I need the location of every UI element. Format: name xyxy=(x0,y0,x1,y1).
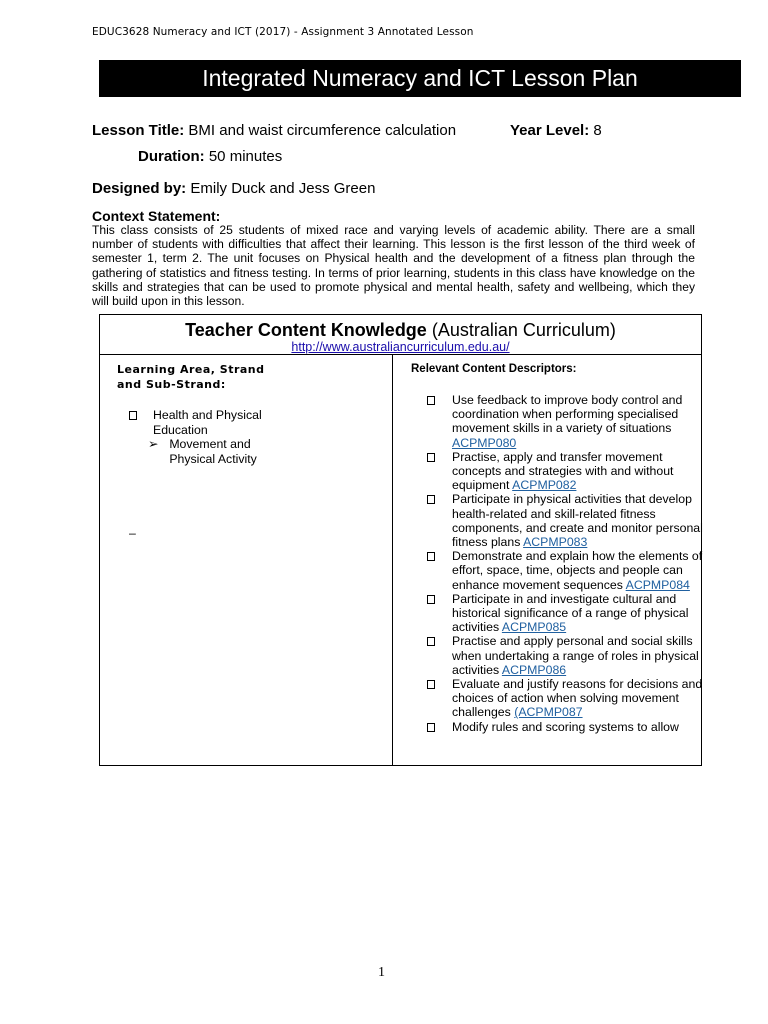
descriptor-text: Practise and apply personal and social skills when undertaking a range of roles in physical activities xyxy=(452,634,699,677)
descriptor-text: Evaluate and justify reasons for decisions and choices of action when solving movement challenges xyxy=(452,677,703,720)
lesson-title-label: Lesson Title: xyxy=(92,122,185,139)
sub-strand-line2: Physical Activity xyxy=(169,452,257,466)
context-statement-text: This class consists of 25 students of mixed race and varying levels of academic ability. There are a small number of students with difficulties that affect their learning. This lesson is the first lesson of the third week of semester 1, term 2. The unit focuses on Physical health and the development of a fitness plan through the gathering of statistics and fitness testing. In terms of prior learning, students in this class have knowledge on the skills and strategies that can be used to promote physical and mental health, safety and wellbeing, which they will build upon in this lesson. xyxy=(92,223,695,309)
learning-area-item xyxy=(129,408,262,438)
list-item xyxy=(427,450,705,493)
descriptor-code-link[interactable]: (ACPMP087 xyxy=(514,705,583,720)
checkbox-bullet-icon xyxy=(427,396,435,405)
content-descriptors-heading: Relevant Content Descriptors: xyxy=(411,363,577,375)
checkbox-bullet-icon xyxy=(427,453,435,462)
year-level-label: Year Level: xyxy=(510,122,590,139)
descriptor-text: Participate in physical activities that develop health-related and skill-related fitness components, and create and monitor personal fitness plans xyxy=(452,492,703,550)
learning-area-item-line2: Education xyxy=(153,423,208,437)
descriptor-text: Use feedback to improve body control and coordination when performing specialised movement skills in a variety of situations xyxy=(452,393,683,436)
descriptor-code-link[interactable]: ACPMP084 xyxy=(625,577,690,592)
sub-strand-item xyxy=(148,437,257,467)
designed-by-label: Designed by: xyxy=(92,180,187,197)
year-level-row xyxy=(510,122,602,139)
descriptor-code-link[interactable]: ACPMP083 xyxy=(523,535,588,550)
list-item xyxy=(427,720,705,734)
table-title-rest: (Australian Curriculum) xyxy=(426,320,616,340)
list-item xyxy=(427,677,705,720)
descriptor-text: Participate in and investigate cultural and historical significance of a range of physical activities xyxy=(452,591,689,635)
table-title-bold: Teacher Content Knowledge xyxy=(185,320,427,340)
list-item xyxy=(427,634,705,677)
table-header xyxy=(100,315,701,355)
learning-area-heading-line1: Learning Area, Strand xyxy=(117,363,265,376)
content-descriptors-list xyxy=(427,393,705,734)
dash-mark: – xyxy=(129,526,136,540)
table-title xyxy=(100,320,701,341)
list-item xyxy=(427,492,705,549)
list-item xyxy=(427,549,705,592)
descriptor-code-link[interactable]: ACPMP086 xyxy=(501,662,567,677)
context-statement-label: Context Statement: xyxy=(92,208,221,224)
designed-by-row xyxy=(92,180,375,197)
checkbox-bullet-icon xyxy=(427,680,435,689)
descriptor-code-link[interactable]: ACPMP082 xyxy=(512,478,577,493)
descriptor-code-link[interactable]: ACPMP085 xyxy=(501,620,567,635)
checkbox-bullet-icon xyxy=(427,637,435,646)
learning-area-column xyxy=(117,362,387,540)
lesson-title-value: BMI and waist circumference calculation xyxy=(188,122,457,139)
column-divider xyxy=(392,355,393,765)
page-number: 1 xyxy=(378,965,385,980)
learning-area-heading-line2: and Sub-Strand: xyxy=(117,378,226,391)
curriculum-link[interactable]: http://www.australiancurriculum.edu.au/ xyxy=(291,340,510,354)
list-item xyxy=(427,393,705,450)
learning-area-item-line1: Health and Physical xyxy=(153,408,262,422)
checkbox-bullet-icon xyxy=(427,595,435,604)
content-descriptors-column xyxy=(411,362,703,734)
learning-area-heading xyxy=(117,362,387,392)
year-level-value: 8 xyxy=(593,122,602,139)
content-knowledge-table xyxy=(99,314,702,766)
checkbox-bullet-icon xyxy=(427,723,435,732)
sub-strand-line1: Movement and xyxy=(169,437,251,451)
lesson-plan-title-bar xyxy=(99,60,741,97)
descriptor-text: Modify rules and scoring systems to allow xyxy=(452,719,679,734)
descriptor-text: Demonstrate and explain how the elements of effort, space, time, objects and people can enhance movement sequences xyxy=(452,549,703,592)
lesson-plan-title: Integrated Numeracy and ICT Lesson Plan xyxy=(202,65,638,91)
descriptor-text: Practise, apply and transfer movement concepts and strategies with and without equipment xyxy=(452,449,674,493)
duration-label: Duration: xyxy=(138,148,205,165)
lesson-title-row xyxy=(92,122,456,139)
designed-by-value: Emily Duck and Jess Green xyxy=(190,180,376,197)
checkbox-bullet-icon xyxy=(129,411,137,420)
list-item xyxy=(427,592,705,635)
duration-row xyxy=(138,148,282,165)
checkbox-bullet-icon xyxy=(427,495,435,504)
checkbox-bullet-icon xyxy=(427,552,435,561)
descriptor-code-link[interactable]: ACPMP080 xyxy=(452,435,517,450)
arrow-bullet-icon: ➢ xyxy=(148,437,159,451)
duration-value: 50 minutes xyxy=(208,148,283,165)
course-header-note: EDUC3628 Numeracy and ICT (2017) - Assignment 3 Annotated Lesson xyxy=(92,26,474,38)
